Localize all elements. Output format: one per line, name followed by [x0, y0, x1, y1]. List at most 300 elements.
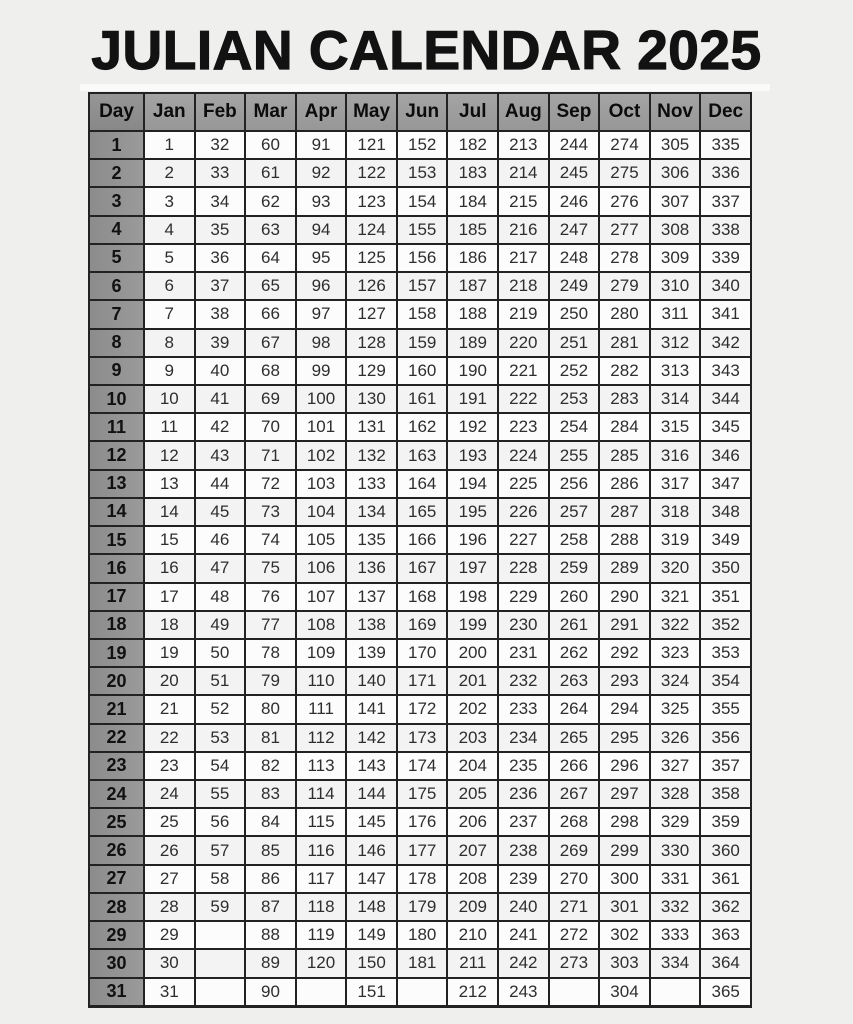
- julian-day-cell: 244: [549, 131, 600, 159]
- julian-day-cell: 236: [498, 780, 549, 808]
- julian-day-cell: 73: [245, 498, 296, 526]
- day-cell: 22: [89, 724, 144, 752]
- julian-day-cell: 192: [447, 413, 498, 441]
- julian-day-cell: 304: [599, 978, 650, 1007]
- month-header-jul: Jul: [447, 93, 498, 131]
- julian-day-cell: 331: [650, 865, 701, 893]
- day-cell: 25: [89, 808, 144, 836]
- julian-day-cell: 154: [397, 187, 448, 215]
- julian-day-cell: 261: [549, 611, 600, 639]
- table-row: [89, 187, 751, 215]
- julian-day-cell: 264: [549, 695, 600, 723]
- julian-day-cell: 121: [346, 131, 397, 159]
- julian-day-cell: 307: [650, 187, 701, 215]
- julian-day-cell: 289: [599, 554, 650, 582]
- table-row: [89, 554, 751, 582]
- julian-day-cell: 125: [346, 244, 397, 272]
- julian-day-cell: 182: [447, 131, 498, 159]
- julian-day-cell: 98: [296, 329, 347, 357]
- julian-day-cell: 354: [700, 667, 751, 695]
- julian-day-cell: 143: [346, 752, 397, 780]
- julian-day-cell: 165: [397, 498, 448, 526]
- julian-day-cell: 183: [447, 159, 498, 187]
- julian-day-cell: 356: [700, 724, 751, 752]
- julian-day-cell: 329: [650, 808, 701, 836]
- julian-day-cell: 283: [599, 385, 650, 413]
- julian-day-cell: 224: [498, 441, 549, 469]
- julian-day-cell: 203: [447, 724, 498, 752]
- julian-day-cell: 167: [397, 554, 448, 582]
- julian-day-cell: 243: [498, 978, 549, 1007]
- table-row: [89, 470, 751, 498]
- julian-day-cell: 62: [245, 187, 296, 215]
- julian-day-cell: 265: [549, 724, 600, 752]
- julian-day-cell: 105: [296, 526, 347, 554]
- julian-day-cell: 177: [397, 836, 448, 864]
- julian-day-cell: 190: [447, 357, 498, 385]
- julian-day-cell: 24: [144, 780, 195, 808]
- table-row: [89, 611, 751, 639]
- julian-day-cell: 112: [296, 724, 347, 752]
- julian-day-cell: 78: [245, 639, 296, 667]
- julian-day-cell: 30: [144, 949, 195, 977]
- julian-day-cell: 240: [498, 893, 549, 921]
- julian-day-cell: 196: [447, 526, 498, 554]
- title-underline-strip: [80, 84, 770, 91]
- julian-day-cell: 235: [498, 752, 549, 780]
- julian-day-cell: 80: [245, 695, 296, 723]
- julian-day-cell: 250: [549, 300, 600, 328]
- julian-day-cell: 16: [144, 554, 195, 582]
- julian-day-cell: 305: [650, 131, 701, 159]
- julian-day-cell: 89: [245, 949, 296, 977]
- julian-day-cell: 220: [498, 329, 549, 357]
- julian-day-cell: 185: [447, 216, 498, 244]
- julian-day-cell: 114: [296, 780, 347, 808]
- julian-day-cell: 40: [195, 357, 246, 385]
- julian-day-cell: 83: [245, 780, 296, 808]
- julian-day-cell: 325: [650, 695, 701, 723]
- julian-day-cell: 323: [650, 639, 701, 667]
- julian-day-cell: 205: [447, 780, 498, 808]
- julian-day-cell: 19: [144, 639, 195, 667]
- julian-day-cell: 153: [397, 159, 448, 187]
- julian-day-cell: 223: [498, 413, 549, 441]
- julian-day-cell: 54: [195, 752, 246, 780]
- julian-day-cell: 241: [498, 921, 549, 949]
- julian-day-cell: 312: [650, 329, 701, 357]
- julian-day-cell: 134: [346, 498, 397, 526]
- julian-day-cell: 38: [195, 300, 246, 328]
- month-header-oct: Oct: [599, 93, 650, 131]
- julian-day-cell: 126: [346, 272, 397, 300]
- table-row: [89, 780, 751, 808]
- julian-day-cell: 251: [549, 329, 600, 357]
- julian-day-cell: 249: [549, 272, 600, 300]
- julian-day-cell: 102: [296, 441, 347, 469]
- julian-day-cell: 25: [144, 808, 195, 836]
- julian-day-cell: 349: [700, 526, 751, 554]
- day-cell: 1: [89, 131, 144, 159]
- julian-day-cell: 148: [346, 893, 397, 921]
- day-cell: 13: [89, 470, 144, 498]
- julian-day-cell: 160: [397, 357, 448, 385]
- julian-day-cell: 357: [700, 752, 751, 780]
- julian-day-cell: 69: [245, 385, 296, 413]
- julian-day-cell: 95: [296, 244, 347, 272]
- julian-day-cell: 138: [346, 611, 397, 639]
- julian-day-cell: 207: [447, 836, 498, 864]
- julian-day-cell: 14: [144, 498, 195, 526]
- julian-day-cell: 290: [599, 583, 650, 611]
- table-row: [89, 216, 751, 244]
- day-cell: 31: [89, 978, 144, 1007]
- julian-day-cell: 256: [549, 470, 600, 498]
- julian-day-cell: 180: [397, 921, 448, 949]
- julian-day-cell: 18: [144, 611, 195, 639]
- julian-day-cell: 281: [599, 329, 650, 357]
- julian-day-cell: 116: [296, 836, 347, 864]
- header-row: [89, 93, 751, 131]
- julian-day-cell: 33: [195, 159, 246, 187]
- table-row: [89, 244, 751, 272]
- page-title: JULIAN CALENDAR 2025: [91, 19, 762, 81]
- julian-day-cell: 202: [447, 695, 498, 723]
- julian-day-cell: 161: [397, 385, 448, 413]
- julian-day-cell: 103: [296, 470, 347, 498]
- julian-day-cell: 139: [346, 639, 397, 667]
- julian-day-cell: 137: [346, 583, 397, 611]
- day-cell: 18: [89, 611, 144, 639]
- julian-day-cell: 206: [447, 808, 498, 836]
- julian-day-cell: 45: [195, 498, 246, 526]
- julian-day-cell: 174: [397, 752, 448, 780]
- julian-day-cell: 187: [447, 272, 498, 300]
- julian-day-cell: 7: [144, 300, 195, 328]
- julian-day-cell: 166: [397, 526, 448, 554]
- julian-day-cell: 170: [397, 639, 448, 667]
- julian-day-cell: 275: [599, 159, 650, 187]
- julian-day-cell: 181: [397, 949, 448, 977]
- julian-day-cell: 57: [195, 836, 246, 864]
- julian-day-cell: 145: [346, 808, 397, 836]
- julian-day-cell: 211: [447, 949, 498, 977]
- julian-day-cell: 306: [650, 159, 701, 187]
- julian-day-cell: 242: [498, 949, 549, 977]
- julian-day-cell: 359: [700, 808, 751, 836]
- table-row: [89, 808, 751, 836]
- julian-day-cell: 27: [144, 865, 195, 893]
- julian-day-cell: 13: [144, 470, 195, 498]
- julian-day-cell: 186: [447, 244, 498, 272]
- julian-day-cell: 17: [144, 583, 195, 611]
- day-cell: 27: [89, 865, 144, 893]
- julian-day-cell: 72: [245, 470, 296, 498]
- julian-day-cell: 172: [397, 695, 448, 723]
- julian-day-cell: 278: [599, 244, 650, 272]
- julian-day-cell: 113: [296, 752, 347, 780]
- julian-day-cell: 225: [498, 470, 549, 498]
- julian-day-cell: 22: [144, 724, 195, 752]
- day-cell: 4: [89, 216, 144, 244]
- julian-day-cell: 337: [700, 187, 751, 215]
- julian-day-cell: 321: [650, 583, 701, 611]
- julian-day-cell: 200: [447, 639, 498, 667]
- julian-day-cell: 310: [650, 272, 701, 300]
- julian-day-cell: 362: [700, 893, 751, 921]
- julian-day-cell: 231: [498, 639, 549, 667]
- julian-day-cell: 44: [195, 470, 246, 498]
- julian-day-cell: 141: [346, 695, 397, 723]
- julian-day-cell: 120: [296, 949, 347, 977]
- table-row: [89, 357, 751, 385]
- julian-day-cell: 128: [346, 329, 397, 357]
- julian-day-cell: 361: [700, 865, 751, 893]
- julian-day-cell: 111: [296, 695, 347, 723]
- julian-day-cell: 284: [599, 413, 650, 441]
- table-row: [89, 978, 751, 1007]
- julian-day-cell: 162: [397, 413, 448, 441]
- julian-day-cell: 96: [296, 272, 347, 300]
- julian-day-cell: 319: [650, 526, 701, 554]
- julian-day-cell: 277: [599, 216, 650, 244]
- julian-day-cell: 320: [650, 554, 701, 582]
- day-cell: 20: [89, 667, 144, 695]
- julian-table: [88, 92, 752, 1008]
- julian-day-cell: [397, 978, 448, 1007]
- julian-day-cell: 140: [346, 667, 397, 695]
- julian-day-cell: 151: [346, 978, 397, 1007]
- julian-day-cell: 75: [245, 554, 296, 582]
- julian-day-cell: 157: [397, 272, 448, 300]
- julian-day-cell: 34: [195, 187, 246, 215]
- julian-day-cell: 169: [397, 611, 448, 639]
- julian-day-cell: 247: [549, 216, 600, 244]
- day-cell: 16: [89, 554, 144, 582]
- table-row: [89, 272, 751, 300]
- julian-day-cell: 198: [447, 583, 498, 611]
- julian-day-cell: 176: [397, 808, 448, 836]
- julian-day-cell: 348: [700, 498, 751, 526]
- julian-day-cell: 342: [700, 329, 751, 357]
- julian-day-cell: 208: [447, 865, 498, 893]
- julian-day-cell: 163: [397, 441, 448, 469]
- julian-day-cell: 308: [650, 216, 701, 244]
- julian-day-cell: 234: [498, 724, 549, 752]
- julian-day-cell: 229: [498, 583, 549, 611]
- julian-day-cell: 26: [144, 836, 195, 864]
- table-row: [89, 526, 751, 554]
- julian-day-cell: 300: [599, 865, 650, 893]
- julian-day-cell: 86: [245, 865, 296, 893]
- julian-day-cell: 46: [195, 526, 246, 554]
- julian-day-cell: 97: [296, 300, 347, 328]
- julian-day-cell: 66: [245, 300, 296, 328]
- julian-day-cell: 230: [498, 611, 549, 639]
- table-row: [89, 413, 751, 441]
- month-header-nov: Nov: [650, 93, 701, 131]
- julian-day-cell: 259: [549, 554, 600, 582]
- julian-day-cell: 87: [245, 893, 296, 921]
- julian-day-cell: 365: [700, 978, 751, 1007]
- julian-day-cell: 49: [195, 611, 246, 639]
- julian-day-cell: 142: [346, 724, 397, 752]
- month-header-feb: Feb: [195, 93, 246, 131]
- julian-day-cell: 3: [144, 187, 195, 215]
- julian-day-cell: 146: [346, 836, 397, 864]
- julian-day-cell: 352: [700, 611, 751, 639]
- julian-day-cell: 156: [397, 244, 448, 272]
- julian-day-cell: 297: [599, 780, 650, 808]
- table-row: [89, 159, 751, 187]
- day-cell: 21: [89, 695, 144, 723]
- julian-day-cell: 327: [650, 752, 701, 780]
- julian-day-cell: 85: [245, 836, 296, 864]
- julian-day-cell: 179: [397, 893, 448, 921]
- day-cell: 29: [89, 921, 144, 949]
- julian-day-cell: 258: [549, 526, 600, 554]
- julian-day-cell: 1: [144, 131, 195, 159]
- table-row: [89, 836, 751, 864]
- day-cell: 28: [89, 893, 144, 921]
- julian-day-cell: 194: [447, 470, 498, 498]
- table-row: [89, 893, 751, 921]
- table-row: [89, 752, 751, 780]
- julian-day-cell: 144: [346, 780, 397, 808]
- julian-day-cell: 168: [397, 583, 448, 611]
- julian-day-cell: 343: [700, 357, 751, 385]
- day-cell: 2: [89, 159, 144, 187]
- julian-day-cell: 274: [599, 131, 650, 159]
- julian-day-cell: 147: [346, 865, 397, 893]
- table-row: [89, 724, 751, 752]
- julian-day-cell: 335: [700, 131, 751, 159]
- julian-day-cell: 124: [346, 216, 397, 244]
- julian-day-cell: 28: [144, 893, 195, 921]
- julian-day-cell: 276: [599, 187, 650, 215]
- julian-day-cell: 127: [346, 300, 397, 328]
- julian-day-cell: [195, 921, 246, 949]
- julian-day-cell: 175: [397, 780, 448, 808]
- month-header-aug: Aug: [498, 93, 549, 131]
- day-cell: 17: [89, 583, 144, 611]
- julian-day-cell: 117: [296, 865, 347, 893]
- julian-day-cell: 68: [245, 357, 296, 385]
- julian-day-cell: 293: [599, 667, 650, 695]
- julian-day-cell: 149: [346, 921, 397, 949]
- julian-day-cell: 212: [447, 978, 498, 1007]
- julian-day-cell: 171: [397, 667, 448, 695]
- julian-day-cell: 311: [650, 300, 701, 328]
- julian-day-cell: 11: [144, 413, 195, 441]
- julian-day-cell: 254: [549, 413, 600, 441]
- julian-day-cell: 210: [447, 921, 498, 949]
- julian-day-cell: 333: [650, 921, 701, 949]
- julian-day-cell: 239: [498, 865, 549, 893]
- table-row: [89, 441, 751, 469]
- julian-day-cell: 43: [195, 441, 246, 469]
- julian-day-cell: 119: [296, 921, 347, 949]
- julian-day-cell: 94: [296, 216, 347, 244]
- julian-day-cell: 10: [144, 385, 195, 413]
- julian-day-cell: 353: [700, 639, 751, 667]
- julian-day-cell: 324: [650, 667, 701, 695]
- day-cell: 24: [89, 780, 144, 808]
- julian-day-cell: 263: [549, 667, 600, 695]
- julian-day-cell: 130: [346, 385, 397, 413]
- julian-day-cell: 222: [498, 385, 549, 413]
- julian-day-cell: 338: [700, 216, 751, 244]
- julian-day-cell: 50: [195, 639, 246, 667]
- julian-day-cell: 100: [296, 385, 347, 413]
- julian-day-cell: 109: [296, 639, 347, 667]
- table-row: [89, 385, 751, 413]
- julian-day-cell: 271: [549, 893, 600, 921]
- julian-day-cell: 226: [498, 498, 549, 526]
- julian-day-cell: 358: [700, 780, 751, 808]
- julian-day-cell: 267: [549, 780, 600, 808]
- julian-day-cell: 29: [144, 921, 195, 949]
- julian-day-cell: 39: [195, 329, 246, 357]
- julian-day-cell: 64: [245, 244, 296, 272]
- julian-day-cell: 285: [599, 441, 650, 469]
- table-row: [89, 131, 751, 159]
- julian-day-cell: 104: [296, 498, 347, 526]
- julian-day-cell: 309: [650, 244, 701, 272]
- julian-day-cell: 70: [245, 413, 296, 441]
- day-cell: 8: [89, 329, 144, 357]
- julian-day-cell: 2: [144, 159, 195, 187]
- julian-day-cell: 245: [549, 159, 600, 187]
- julian-day-cell: 51: [195, 667, 246, 695]
- julian-day-cell: 351: [700, 583, 751, 611]
- julian-day-cell: 270: [549, 865, 600, 893]
- day-cell: 26: [89, 836, 144, 864]
- julian-day-cell: 347: [700, 470, 751, 498]
- julian-day-cell: 71: [245, 441, 296, 469]
- julian-day-cell: 82: [245, 752, 296, 780]
- julian-day-cell: 292: [599, 639, 650, 667]
- julian-day-cell: 273: [549, 949, 600, 977]
- julian-day-cell: 47: [195, 554, 246, 582]
- julian-day-cell: 133: [346, 470, 397, 498]
- julian-day-cell: 67: [245, 329, 296, 357]
- julian-day-cell: 317: [650, 470, 701, 498]
- julian-day-cell: 101: [296, 413, 347, 441]
- day-cell: 19: [89, 639, 144, 667]
- julian-day-cell: 209: [447, 893, 498, 921]
- julian-day-cell: 214: [498, 159, 549, 187]
- julian-day-cell: 191: [447, 385, 498, 413]
- julian-day-cell: 23: [144, 752, 195, 780]
- month-header-mar: Mar: [245, 93, 296, 131]
- julian-day-cell: 252: [549, 357, 600, 385]
- julian-day-cell: 282: [599, 357, 650, 385]
- julian-day-cell: 108: [296, 611, 347, 639]
- day-cell: 7: [89, 300, 144, 328]
- julian-day-cell: 90: [245, 978, 296, 1007]
- table-row: [89, 498, 751, 526]
- julian-day-cell: 155: [397, 216, 448, 244]
- julian-day-cell: 199: [447, 611, 498, 639]
- julian-day-cell: 4: [144, 216, 195, 244]
- julian-day-cell: 53: [195, 724, 246, 752]
- julian-day-cell: 330: [650, 836, 701, 864]
- table-row: [89, 695, 751, 723]
- julian-day-cell: 295: [599, 724, 650, 752]
- julian-day-cell: 291: [599, 611, 650, 639]
- julian-day-cell: 298: [599, 808, 650, 836]
